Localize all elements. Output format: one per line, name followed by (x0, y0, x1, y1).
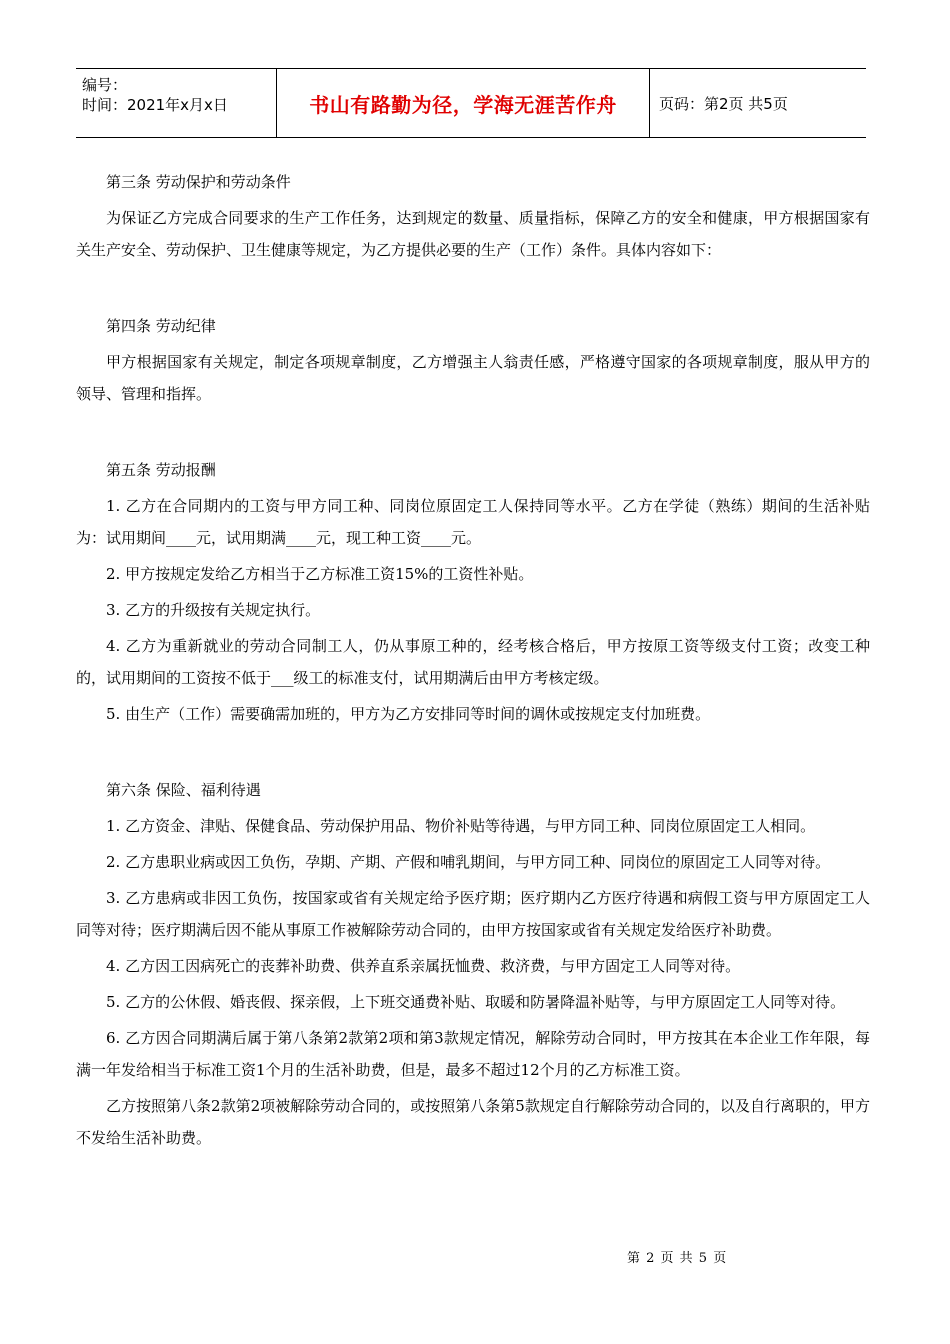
paragraph: 1. 乙方资金、津贴、保健食品、劳动保护用品、物价补贴等待遇，与甲方同工种、同岗位原固定工人相同。 (106, 817, 816, 835)
number-label: 编号： (82, 76, 128, 94)
header-info (76, 69, 277, 137)
section-heading: 第六条 保险、福利待遇 (106, 781, 261, 799)
page-header (76, 68, 866, 138)
paragraph: 3. 乙方患病或非因工负伤，按国家或省有关规定给予医疗期；医疗期内乙方医疗待遇和病假工资与甲方原固定工人同等对待；医疗期满后因不能从事原工作被解除劳动合同的，由甲方按国家或省有关规定发给医疗补助费。 (76, 889, 870, 939)
time-label: 时间：2021年x月x日 (82, 96, 228, 114)
paragraph: 1. 乙方在合同期内的工资与甲方同工种、同岗位原固定工人保持同等水平。乙方在学徒（熟练）期间的生活补贴为：试用期间____元，试用期满____元，现工种工资____元。 (76, 497, 870, 547)
paragraph: 4. 乙方因工因病死亡的丧葬补助费、供养直系亲属抚恤费、救济费，与甲方固定工人同等对待。 (106, 957, 741, 975)
paragraph: 4. 乙方为重新就业的劳动合同制工人，仍从事原工种的，经考核合格后，甲方按原工资等级支付工资；改变工种的，试用期间的工资按不低于___级工的标准支付，试用期满后由甲方考核定级。 (76, 637, 870, 687)
paragraph: 5. 乙方的公休假、婚丧假、探亲假，上下班交通费补贴、取暖和防暑降温补贴等，与甲方原固定工人同等对待。 (106, 993, 846, 1011)
paragraph: 5. 由生产（工作）需要确需加班的，甲方为乙方安排同等时间的调休或按规定支付加班费。 (106, 705, 711, 723)
paragraph: 2. 乙方患职业病或因工负伤，孕期、产期、产假和哺乳期间，与甲方同工种、同岗位的原固定工人同等对待。 (106, 853, 831, 871)
section-heading: 第四条 劳动纪律 (106, 317, 216, 335)
paragraph: 3. 乙方的升级按有关规定执行。 (106, 601, 321, 619)
section-heading: 第五条 劳动报酬 (106, 461, 216, 479)
document-body (76, 166, 870, 1158)
section-heading: 第三条 劳动保护和劳动条件 (106, 173, 291, 191)
paragraph: 2. 甲方按规定发给乙方相当于乙方标准工资15%的工资性补贴。 (106, 565, 534, 583)
header-page-label: 页码：第2页 共5页 (659, 94, 788, 113)
paragraph: 乙方按照第八条2款第2项被解除劳动合同的，或按照第八条第5款规定自行解除劳动合同的，以及自行离职的，甲方不发给生活补助费。 (76, 1097, 870, 1147)
paragraph: 甲方根据国家有关规定，制定各项规章制度，乙方增强主人翁责任感，严格遵守国家的各项规章制度，服从甲方的领导、管理和指挥。 (76, 353, 870, 403)
paragraph: 6. 乙方因合同期满后属于第八条第2款第2项和第3款规定情况，解除劳动合同时，甲方按其在本企业工作年限，每满一年发给相当于标准工资1个月的生活补助费，但是，最多不超过12个月的乙方标准工资。 (76, 1029, 870, 1079)
paragraph: 为保证乙方完成合同要求的生产工作任务，达到规定的数量、质量指标，保障乙方的安全和健康，甲方根据国家有关生产安全、劳动保护、卫生健康等规定，为乙方提供必要的生产（工作）条件。具体内容如下： (76, 209, 870, 259)
header-slogan: 书山有路勤为径，学海无涯苦作舟 (277, 69, 650, 137)
page-footer: 第 2 页 共 5 页 (627, 1251, 728, 1266)
